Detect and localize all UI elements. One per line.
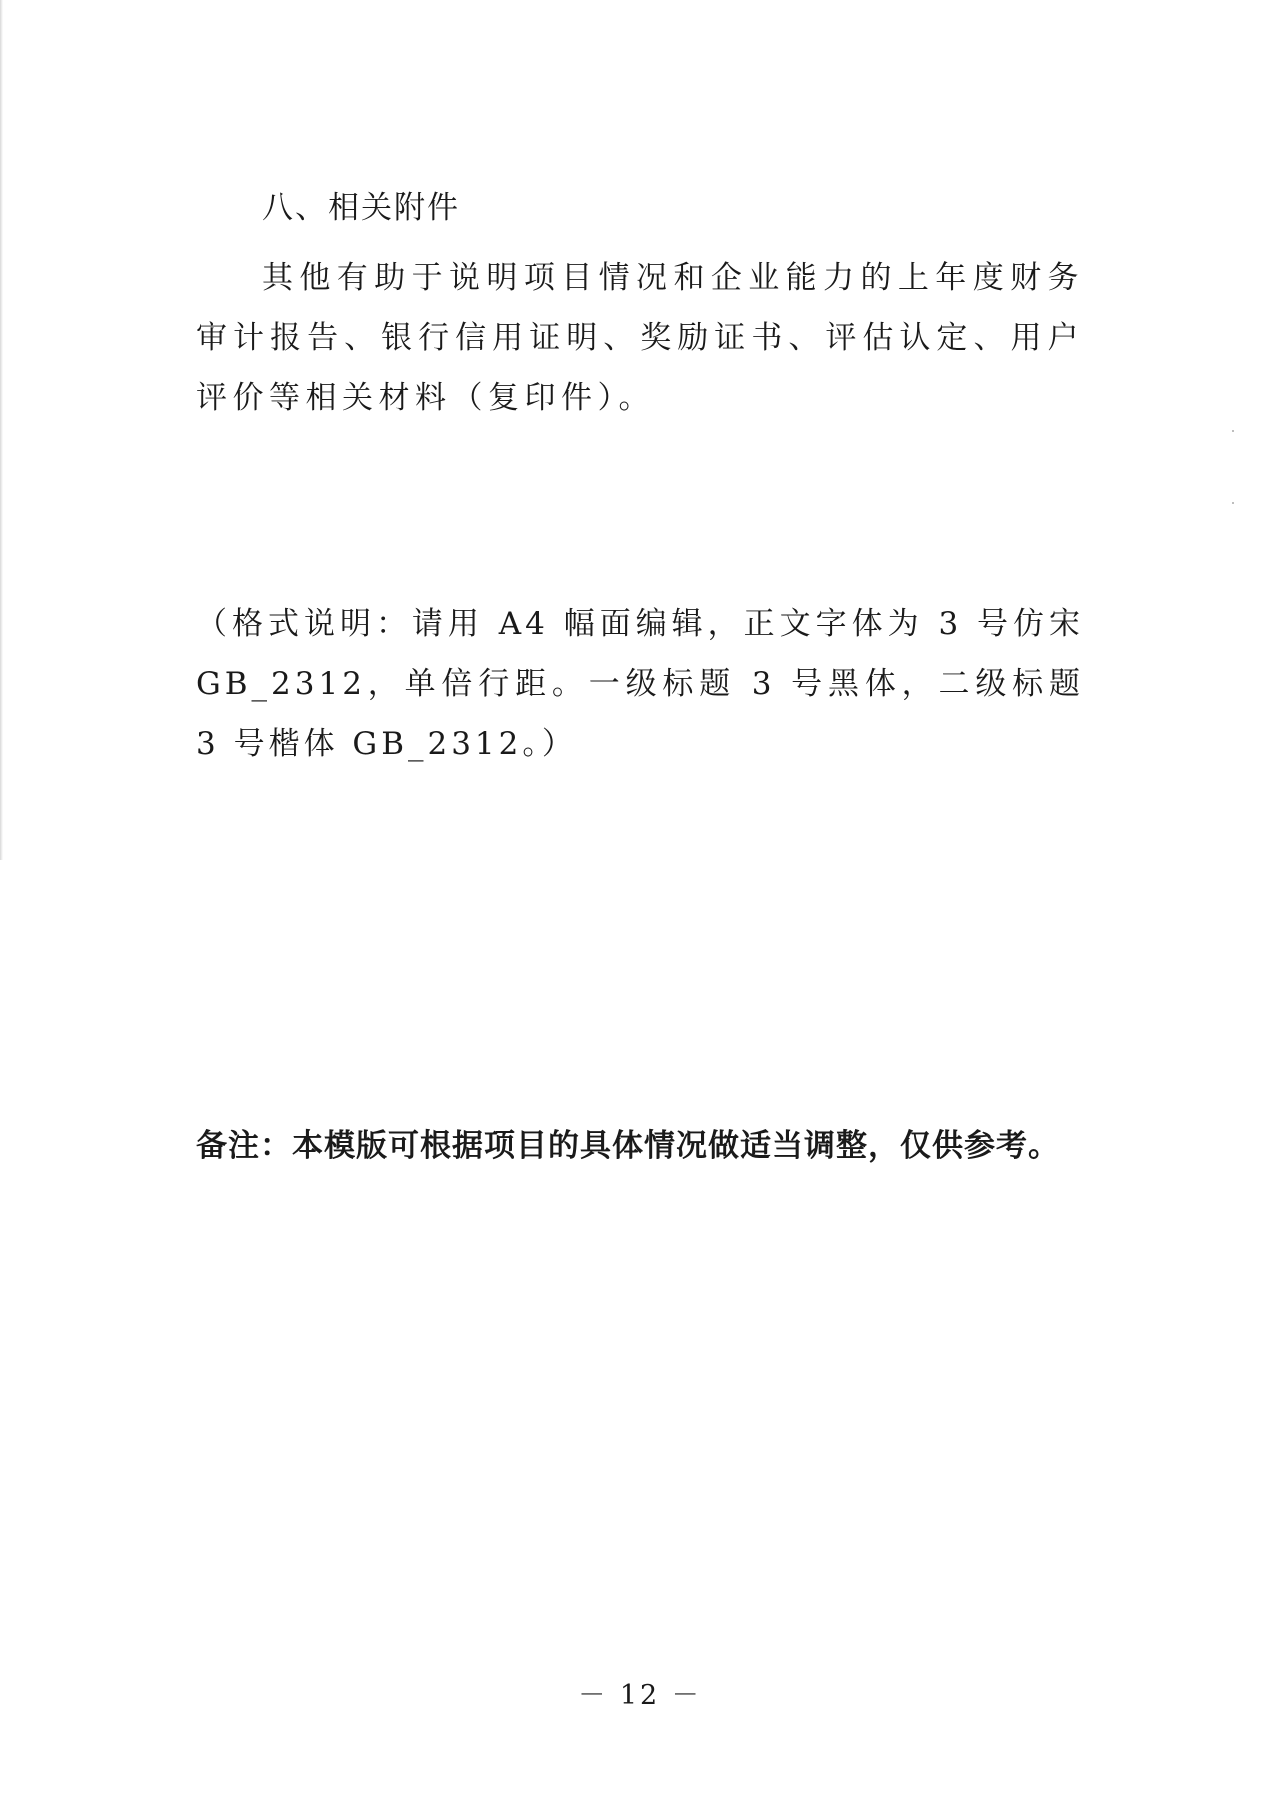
format-note-paragraph: （格式说明：请用 A4 幅面编辑，正文字体为 3 号仿宋 GB_2312，单倍行距。一级标题 3 号黑体，二级标题 3 号楷体 GB_2312。） [196,606,1084,762]
section-body-paragraph: 其他有助于说明项目情况和企业能力的上年度财务审计报告、银行信用证明、奖励证书、评估认定、用户评价等相关材料（复印件）。 [196,260,1084,416]
page-number: － 12 － [578,1680,702,1711]
scan-speck [1232,502,1234,504]
scan-edge-shadow [0,0,3,860]
scan-speck [1232,430,1234,432]
section-heading: 八、相关附件 [262,190,460,226]
remark-note: 备注：本模版可根据项目的具体情况做适当调整，仅供参考。 [196,1128,1060,1164]
